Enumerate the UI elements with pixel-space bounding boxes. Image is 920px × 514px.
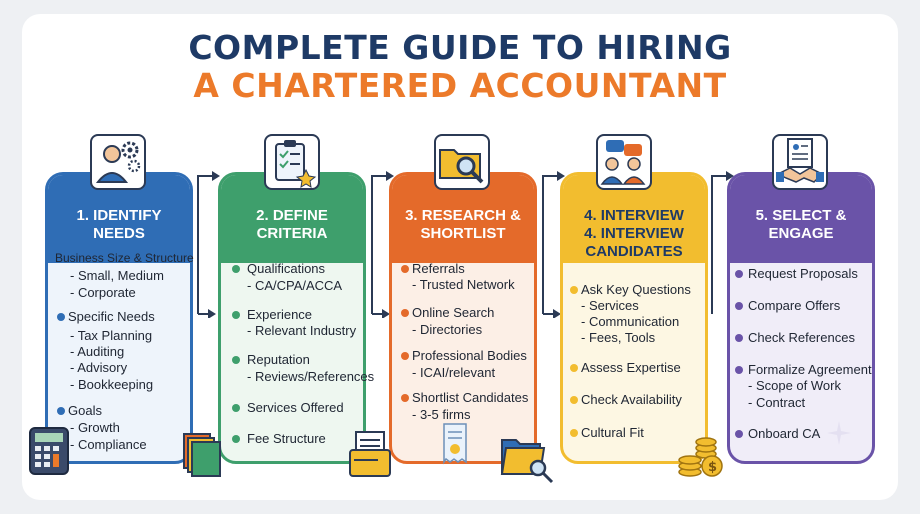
step-2-subtitle: CRITERIA <box>256 225 328 242</box>
id-card-icon <box>348 430 396 483</box>
step-2-item: - CA/CPA/ACCA <box>247 278 343 293</box>
step-4-item: Ask Key Questions <box>581 282 691 297</box>
bullet-dot <box>570 364 578 372</box>
bullet-dot <box>232 311 240 319</box>
step-1-item: - Tax Planning <box>70 328 153 343</box>
bullet-dot <box>232 404 240 412</box>
interview-chat-icon <box>596 134 652 190</box>
step-3-item: Shortlist Candidates <box>412 390 529 405</box>
bullet-dot <box>232 435 240 443</box>
step-1-item: - Auditing <box>70 344 125 359</box>
folder-search-icon <box>434 134 490 190</box>
step-3-subtitle: SHORTLIST <box>420 225 506 242</box>
step-1-item: - Advisory <box>70 360 128 375</box>
bullet-dot <box>232 265 240 273</box>
step-3-item: Online Search <box>412 305 495 320</box>
step-1-item: Specific Needs <box>68 309 155 324</box>
folders-icon <box>180 430 224 483</box>
step-4-subtitle: CANDIDATES <box>585 243 683 260</box>
step-2-item: - Reviews/References <box>247 369 375 384</box>
step-1-item: - Small, Medium <box>70 268 164 283</box>
step-5-item: Compare Offers <box>748 298 841 313</box>
step-3-item: Referrals <box>412 261 465 276</box>
step-3-item: - Directories <box>412 322 483 337</box>
step-1-subtitle: NEEDS <box>93 225 145 242</box>
bullet-dot <box>401 352 409 360</box>
step-4-item: - Services <box>581 298 639 313</box>
title-line-2: A CHARTERED ACCOUNTANT <box>193 66 727 105</box>
step-4-item: Check Availability <box>581 392 682 407</box>
bullet-dot <box>570 286 578 294</box>
bullet-dot <box>57 407 65 415</box>
step-3-item: - 3-5 firms <box>412 407 471 422</box>
bullet-dot <box>401 309 409 317</box>
svg-text:$: $ <box>708 460 718 475</box>
folder-magnifier-icon <box>500 432 556 489</box>
calculator-icon <box>28 426 70 481</box>
step-1-item: - Bookkeeping <box>70 377 154 392</box>
step-1-item: - Growth <box>70 420 120 435</box>
step-5-item: - Scope of Work <box>748 378 841 393</box>
step-5-title: 5. SELECT & <box>755 207 847 224</box>
handshake-document-icon <box>772 134 828 190</box>
step-5-subtitle: ENGAGE <box>768 225 834 242</box>
bullet-dot <box>735 302 743 310</box>
sparkle-icon <box>826 420 852 451</box>
step-3-title: 3. RESEARCH & <box>405 207 521 224</box>
step-1-item: - Corporate <box>70 285 136 300</box>
bullet-dot <box>401 265 409 273</box>
step-2-item: Experience <box>247 307 313 322</box>
bullet-dot <box>232 356 240 364</box>
step-3-item: - ICAI/relevant <box>412 365 496 380</box>
step-5-item: Formalize Agreement <box>748 362 872 377</box>
bullet-dot <box>570 396 578 404</box>
clipboard-checklist-icon <box>264 134 320 190</box>
step-5-card <box>727 172 875 464</box>
bullet-dot <box>401 394 409 402</box>
step-2-item: Reputation <box>247 352 310 367</box>
step-1-item: Business Size & Structure <box>55 251 194 265</box>
step-5-item: Check References <box>748 330 855 345</box>
bullet-dot <box>57 313 65 321</box>
step-4-title-repeat: 4. INTERVIEW <box>584 225 684 242</box>
step-2-title: 2. DEFINE <box>256 207 328 224</box>
bullet-dot <box>735 270 743 278</box>
title-line-1: COMPLETE GUIDE TO HIRING <box>188 28 732 67</box>
bullet-dot <box>570 429 578 437</box>
coins-icon <box>676 432 724 485</box>
step-2-item: Qualifications <box>247 261 326 276</box>
step-5-item: Onboard CA <box>748 426 821 441</box>
step-2-item: Fee Structure <box>247 431 326 446</box>
person-gears-icon <box>90 134 146 190</box>
step-1-item: Goals <box>68 403 102 418</box>
bullet-dot <box>735 366 743 374</box>
step-1-title: 1. IDENTIFY <box>76 207 162 224</box>
bullet-dot <box>735 430 743 438</box>
step-4-item: - Fees, Tools <box>581 330 656 345</box>
step-4-item: - Communication <box>581 314 680 329</box>
step-1-item: - Compliance <box>70 437 147 452</box>
step-4-item: Cultural Fit <box>581 425 644 440</box>
step-2-item: Services Offered <box>247 400 344 415</box>
step-4-item: Assess Expertise <box>581 360 681 375</box>
step-5-item: - Contract <box>748 395 806 410</box>
bullet-dot <box>735 334 743 342</box>
step-4-title: 4. INTERVIEW <box>584 207 684 224</box>
step-3-item: Professional Bodies <box>412 348 527 363</box>
receipt-icon <box>440 422 470 471</box>
step-3-item: - Trusted Network <box>412 277 515 292</box>
step-2-item: - Relevant Industry <box>247 323 357 338</box>
step-5-item: Request Proposals <box>748 266 858 281</box>
